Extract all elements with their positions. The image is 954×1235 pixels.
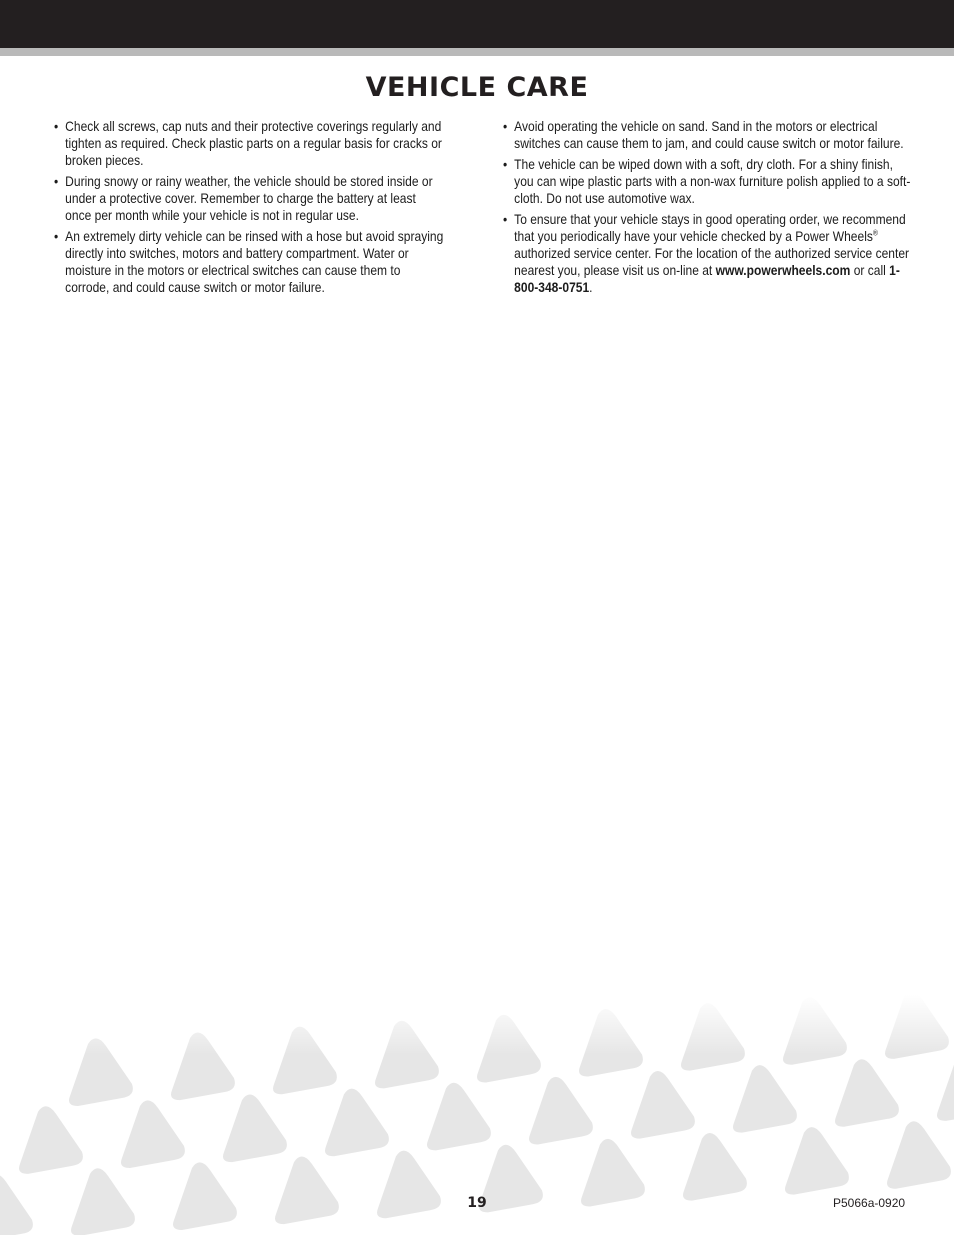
left-column-list	[54, 118, 444, 300]
list-item-text: Avoid operating the vehicle on sand. Sand in the motors or electrical switches can cause them to jam, and could cause switch or motor failure.	[514, 118, 904, 151]
registered-mark: ®	[872, 228, 878, 238]
header-stripe	[0, 48, 954, 56]
bullet: •	[503, 211, 508, 227]
list-item-text: The vehicle can be wiped down with a soft, dry cloth. For a shiny finish, you can wipe plastic parts with a non-wax furniture polish applied to a soft-cloth. Do not use automotive wax.	[514, 156, 911, 206]
list-item-text: During snowy or rainy weather, the vehicle should be stored inside or under a protective cover. Remember to charge the battery at least once per month while your vehicle is not in regular use.	[65, 173, 433, 223]
bullet: •	[54, 228, 59, 244]
list-item	[54, 173, 444, 224]
service-text-a: To ensure that your vehicle stays in good operating order, we recommend that you periodically have your vehicle checked by a Power Wheels	[514, 211, 906, 244]
list-item	[503, 118, 911, 152]
bullet: •	[503, 156, 508, 172]
page-title: VEHICLE CARE	[365, 72, 589, 103]
header-bar	[0, 0, 954, 48]
list-item	[54, 228, 444, 296]
bullet: •	[54, 118, 59, 134]
website-link[interactable]: www.powerwheels.com	[715, 262, 851, 278]
right-column-list	[503, 118, 911, 300]
list-item	[503, 156, 911, 207]
list-item	[54, 118, 444, 169]
document-code: P5066a-0920	[833, 1196, 906, 1210]
list-item-text: Check all screws, cap nuts and their protective coverings regularly and tighten as required. Check plastic parts on a regular basis for cracks or broken pieces.	[65, 118, 442, 168]
bullet: •	[503, 118, 508, 134]
phone-number: 1-800-348-0751	[514, 262, 900, 295]
service-center-item	[503, 211, 911, 296]
service-text-b: authorized service center. For the location of the authorized service center nearest you, please visit us on-line at	[514, 245, 910, 278]
list-item-text: An extremely dirty vehicle can be rinsed with a hose but avoid spraying directly into switches, motors and battery compartment. Water or moisture in the motors or electrical switches can cause them to corrode, and could cause switch or motor failure.	[65, 228, 444, 295]
page-number: 19	[467, 1195, 487, 1211]
service-text-d: .	[589, 279, 593, 295]
service-text-c: or call	[850, 262, 890, 278]
bullet: •	[54, 173, 59, 189]
